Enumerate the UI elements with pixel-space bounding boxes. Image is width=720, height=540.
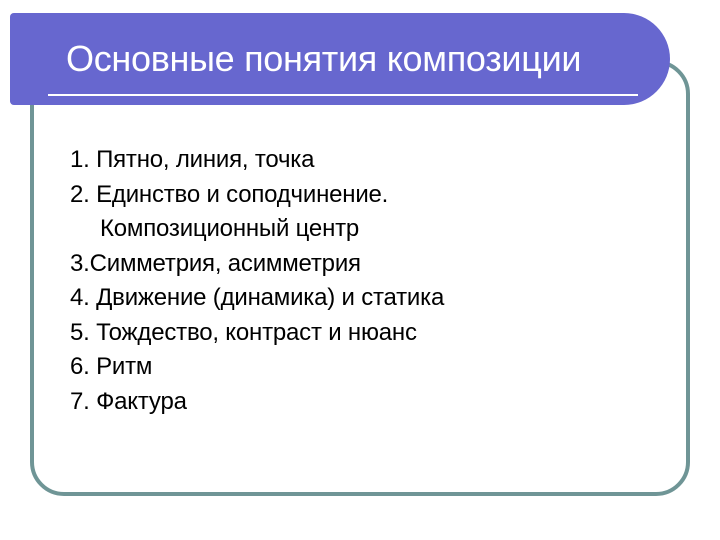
list-item-identity-contrast-nuance (70, 316, 444, 351)
list-item-symmetry (70, 247, 444, 282)
list-item-movement-statics (70, 281, 444, 316)
list-item-texture (70, 385, 444, 420)
slide-title: Основные понятия композиции (66, 38, 582, 79)
list-item-continuation: Композиционный центр (100, 215, 360, 242)
list-item-unity-subordination (70, 178, 444, 247)
list-item-text: 3.Симметрия, асимметрия (70, 249, 361, 277)
concept-list (70, 143, 444, 419)
list-item-text: 4. Движение (динамика) и статика (70, 284, 445, 311)
list-item-text: 2. Единство и соподчинение. (70, 180, 389, 208)
list-item-text: 7. Фактура (70, 387, 187, 415)
list-item-rhythm (70, 350, 444, 385)
list-item-text: 5. Тождество, контраст и нюанс (70, 318, 417, 346)
list-item-spot-line-point (70, 143, 444, 178)
list-item-text: 1. Пятно, линия, точка (70, 146, 315, 173)
title-underline (48, 94, 638, 96)
list-item-text: 6. Ритм (70, 353, 153, 380)
